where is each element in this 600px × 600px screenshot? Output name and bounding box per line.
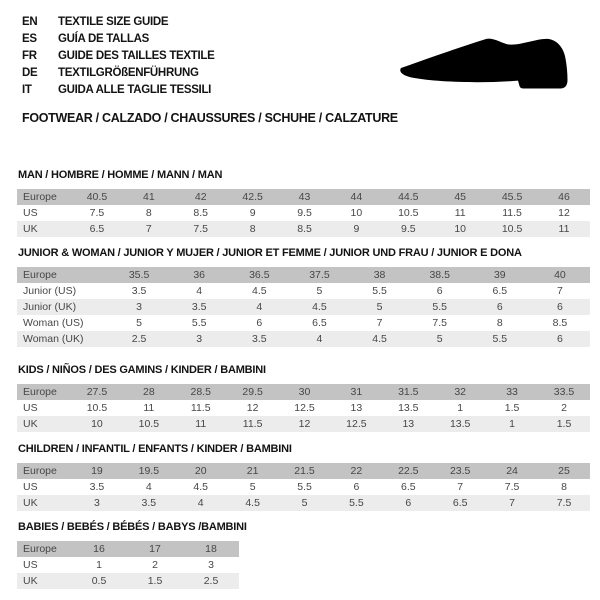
size-cell: 40 — [530, 267, 590, 283]
size-cell: 8 — [496, 317, 503, 329]
size-cell: 1 — [486, 416, 538, 432]
size-cell: 4.5 — [289, 299, 349, 315]
size-cell: 12 — [279, 416, 331, 432]
size-cell: 2 — [152, 559, 158, 571]
size-cell: 5.5 — [297, 481, 312, 493]
size-cell: 2.5 — [109, 331, 169, 347]
size-cell: 4.5 — [227, 495, 279, 511]
size-cell: 44 — [330, 189, 382, 205]
size-cell: 31.5 — [382, 384, 434, 400]
row-label: Woman (US) — [23, 317, 84, 329]
size-cell: 4.5 — [193, 481, 209, 493]
size-cell: 3.5 — [123, 495, 175, 511]
size-cell: 8 — [145, 207, 152, 219]
size-cell: 10 — [350, 207, 363, 219]
size-cell: 7.5 — [538, 495, 590, 511]
size-cell: 9.5 — [297, 207, 312, 219]
size-cell: 12.5 — [330, 416, 382, 432]
size-cell: 5 — [136, 317, 142, 329]
size-cell: 6.5 — [492, 285, 508, 297]
size-cell: 42.5 — [227, 189, 279, 205]
size-cell: 22 — [330, 463, 382, 479]
size-cell: 20 — [175, 463, 227, 479]
size-cell: 4.5 — [252, 285, 267, 297]
size-cell: 37.5 — [289, 267, 349, 283]
size-cell: 2 — [561, 402, 567, 414]
size-cell: 7 — [486, 495, 538, 511]
size-cell: 5.5 — [470, 331, 530, 347]
row-label: US — [23, 402, 38, 414]
size-cell: 5.5 — [330, 495, 382, 511]
row-label: Europe — [17, 189, 71, 205]
size-cell: 3 — [169, 331, 229, 347]
size-cell: 13 — [350, 402, 363, 414]
language-row-de — [22, 64, 215, 81]
size-table-man — [17, 189, 590, 237]
size-cell: 0.5 — [71, 573, 127, 589]
size-cell: 3.5 — [89, 481, 105, 493]
language-title: TEXTILE SIZE GUIDE — [58, 15, 169, 28]
size-cell: 11 — [175, 416, 227, 432]
row-label: US — [23, 207, 38, 219]
size-cell: 32 — [434, 384, 486, 400]
language-row-es — [22, 30, 215, 47]
size-cell: 6.5 — [400, 481, 416, 493]
size-cell: 5 — [249, 481, 256, 493]
size-cell: 10.5 — [86, 402, 108, 414]
size-cell: 1 — [96, 559, 102, 571]
size-cell: 10 — [434, 221, 486, 237]
language-title: TEXTILGRÖßENFÜHRUNG — [58, 66, 199, 79]
size-cell: 6.5 — [71, 221, 123, 237]
size-cell: 5.5 — [410, 299, 470, 315]
language-row-it — [22, 81, 215, 98]
size-cell: 39 — [470, 267, 530, 283]
language-title: GUIDE DES TAILLES TEXTILE — [58, 49, 215, 62]
size-cell: 40.5 — [71, 189, 123, 205]
size-table-babies — [17, 541, 239, 589]
size-cell: 6 — [256, 317, 263, 329]
table-header-row — [17, 189, 590, 205]
size-cell: 36 — [169, 267, 229, 283]
row-label: UK — [17, 221, 71, 237]
size-cell: 6.5 — [434, 495, 486, 511]
size-cell: 43 — [279, 189, 331, 205]
size-cell: 5 — [410, 331, 470, 347]
table-data-row — [17, 400, 590, 416]
size-cell: 4 — [145, 481, 152, 493]
size-cell: 2.5 — [183, 573, 239, 589]
table-title-junior-woman: JUNIOR & WOMAN / JUNIOR Y MUJER / JUNIOR ET FEMME / JUNIOR UND FRAU / JUNIOR E DONA — [18, 247, 522, 259]
size-cell: 7.5 — [89, 207, 105, 219]
language-title: GUÍA DE TALLAS — [58, 32, 149, 45]
size-cell: 1.5 — [538, 416, 590, 432]
size-cell: 7 — [376, 317, 383, 329]
size-cell: 19 — [71, 463, 123, 479]
size-cell: 4 — [289, 331, 349, 347]
language-title: GUIDA ALLE TAGLIE TESSILI — [58, 83, 212, 96]
size-cell: 21 — [227, 463, 279, 479]
table-title-man: MAN / HOMBRE / HOMME / MANN / MAN — [18, 169, 223, 181]
size-cell: 11 — [538, 221, 590, 237]
size-cell: 12.5 — [294, 402, 315, 414]
size-cell: 28 — [123, 384, 175, 400]
size-cell: 31 — [330, 384, 382, 400]
size-cell: 22.5 — [382, 463, 434, 479]
size-cell: 30 — [279, 384, 331, 400]
size-cell: 7 — [557, 285, 563, 297]
size-cell: 11 — [143, 402, 155, 414]
row-label: Europe — [17, 463, 71, 479]
size-cell: 3 — [208, 559, 214, 571]
size-cell: 6 — [470, 299, 530, 315]
size-cell: 28.5 — [175, 384, 227, 400]
section-kids — [17, 364, 590, 432]
size-cell: 4 — [175, 495, 227, 511]
table-header-row — [17, 384, 590, 400]
table-data-row — [17, 416, 590, 432]
table-header-row — [17, 267, 590, 283]
size-cell: 5 — [350, 299, 410, 315]
size-cell: 9 — [330, 221, 382, 237]
language-row-fr — [22, 47, 215, 64]
size-cell: 10 — [71, 416, 123, 432]
size-table-children — [17, 463, 590, 511]
size-cell: 11.5 — [227, 416, 279, 432]
row-label: Junior (UK) — [17, 299, 109, 315]
size-cell: 11.5 — [502, 207, 522, 219]
size-cell: 13.5 — [398, 402, 419, 414]
size-cell: 9.5 — [382, 221, 434, 237]
section-man — [17, 169, 590, 237]
size-cell: 11 — [454, 207, 466, 219]
row-label: US — [23, 481, 38, 493]
size-cell: 8 — [561, 481, 567, 493]
table-header-row — [17, 463, 590, 479]
section-babies — [17, 521, 590, 589]
size-cell: 35.5 — [109, 267, 169, 283]
size-cell: 7.5 — [504, 481, 520, 493]
size-table-junior-woman — [17, 267, 590, 347]
row-label: UK — [17, 416, 71, 432]
dress-shoe-icon — [399, 35, 569, 91]
table-data-row — [17, 315, 590, 331]
row-label: Europe — [17, 384, 71, 400]
size-cell: 11.5 — [190, 402, 211, 414]
size-cell: 3.5 — [229, 331, 289, 347]
size-cell: 25 — [538, 463, 590, 479]
row-label: Woman (UK) — [17, 331, 109, 347]
shoe-silhouette-path — [400, 39, 567, 89]
size-cell: 5 — [279, 495, 331, 511]
language-code: ES — [22, 32, 37, 45]
table-data-row — [17, 221, 590, 237]
size-cell: 17 — [127, 541, 183, 557]
language-title-list — [22, 13, 215, 98]
size-cell: 24 — [486, 463, 538, 479]
size-cell: 23.5 — [434, 463, 486, 479]
size-cell: 33 — [486, 384, 538, 400]
size-cell: 8 — [227, 221, 279, 237]
size-cell: 29.5 — [227, 384, 279, 400]
size-cell: 45.5 — [486, 189, 538, 205]
size-cell: 8.5 — [279, 221, 331, 237]
table-data-row — [17, 495, 590, 511]
size-cell: 6 — [382, 495, 434, 511]
size-cell: 44.5 — [382, 189, 434, 205]
size-cell: 3.5 — [169, 299, 229, 315]
size-cell: 4 — [229, 299, 289, 315]
size-cell: 41 — [123, 189, 175, 205]
size-cell: 7 — [457, 481, 464, 493]
size-cell: 3 — [109, 299, 169, 315]
table-data-row — [17, 573, 239, 589]
size-cell: 42 — [175, 189, 227, 205]
language-row-en — [22, 13, 215, 30]
table-data-row — [17, 299, 590, 315]
size-cell: 4.5 — [350, 331, 410, 347]
size-cell: 6.5 — [312, 317, 327, 329]
size-cell: 3 — [71, 495, 123, 511]
size-cell: 5.5 — [372, 285, 387, 297]
size-cell: 13 — [382, 416, 434, 432]
category-title: FOOTWEAR / CALZADO / CHAUSSURES / SCHUHE / CALZATURE — [22, 111, 398, 125]
section-children — [17, 443, 590, 511]
size-cell: 6 — [436, 285, 443, 297]
row-label: UK — [17, 573, 71, 589]
table-data-row — [17, 557, 239, 573]
size-cell: 12 — [558, 207, 570, 219]
size-cell: 13.5 — [434, 416, 486, 432]
size-cell: 10.5 — [486, 221, 538, 237]
size-cell: 33.5 — [538, 384, 590, 400]
table-title-kids: KIDS / NIÑOS / DES GAMINS / KINDER / BAMBINI — [18, 364, 266, 376]
row-label: Europe — [17, 541, 71, 557]
size-cell: 7.5 — [432, 317, 447, 329]
language-code: DE — [22, 66, 38, 79]
row-label: US — [23, 559, 38, 571]
size-cell: 12 — [246, 402, 259, 414]
size-cell: 10.5 — [398, 207, 419, 219]
size-cell: 10.5 — [123, 416, 175, 432]
size-cell: 38.5 — [410, 267, 470, 283]
size-cell: 5.5 — [191, 317, 207, 329]
row-label: UK — [17, 495, 71, 511]
size-cell: 1.5 — [127, 573, 183, 589]
size-tables-area — [17, 169, 590, 589]
size-cell: 19.5 — [123, 463, 175, 479]
language-code: EN — [22, 15, 38, 28]
size-cell: 18 — [183, 541, 239, 557]
section-junior-woman — [17, 247, 590, 347]
size-cell: 6 — [530, 331, 590, 347]
size-cell: 27.5 — [71, 384, 123, 400]
size-cell: 6 — [353, 481, 360, 493]
row-label: Junior (US) — [23, 285, 77, 297]
table-title-children: CHILDREN / INFANTIL / ENFANTS / KINDER / BAMBINI — [18, 443, 292, 455]
size-cell: 9 — [249, 207, 256, 219]
size-cell: 1.5 — [504, 402, 520, 414]
size-cell: 8.5 — [552, 317, 568, 329]
size-cell: 5 — [316, 285, 323, 297]
language-code: FR — [22, 49, 37, 62]
size-cell: 46 — [538, 189, 590, 205]
size-cell: 7.5 — [175, 221, 227, 237]
size-table-kids — [17, 384, 590, 432]
size-cell: 45 — [434, 189, 486, 205]
size-cell: 21.5 — [279, 463, 331, 479]
size-cell: 16 — [71, 541, 127, 557]
size-cell: 1 — [457, 402, 464, 414]
table-data-row — [17, 331, 590, 347]
language-code: IT — [22, 83, 32, 96]
size-cell: 6 — [530, 299, 590, 315]
size-cell: 36.5 — [229, 267, 289, 283]
size-cell: 7 — [123, 221, 175, 237]
table-header-row — [17, 541, 239, 557]
table-data-row — [17, 205, 590, 221]
table-data-row — [17, 479, 590, 495]
row-label: Europe — [17, 267, 109, 283]
table-data-row — [17, 283, 590, 299]
size-cell: 4 — [196, 285, 203, 297]
table-title-babies: BABIES / BEBÉS / BÉBÉS / BABYS /BAMBINI — [18, 521, 247, 533]
size-cell: 38 — [350, 267, 410, 283]
size-cell: 3.5 — [131, 285, 147, 297]
size-cell: 8.5 — [193, 207, 209, 219]
